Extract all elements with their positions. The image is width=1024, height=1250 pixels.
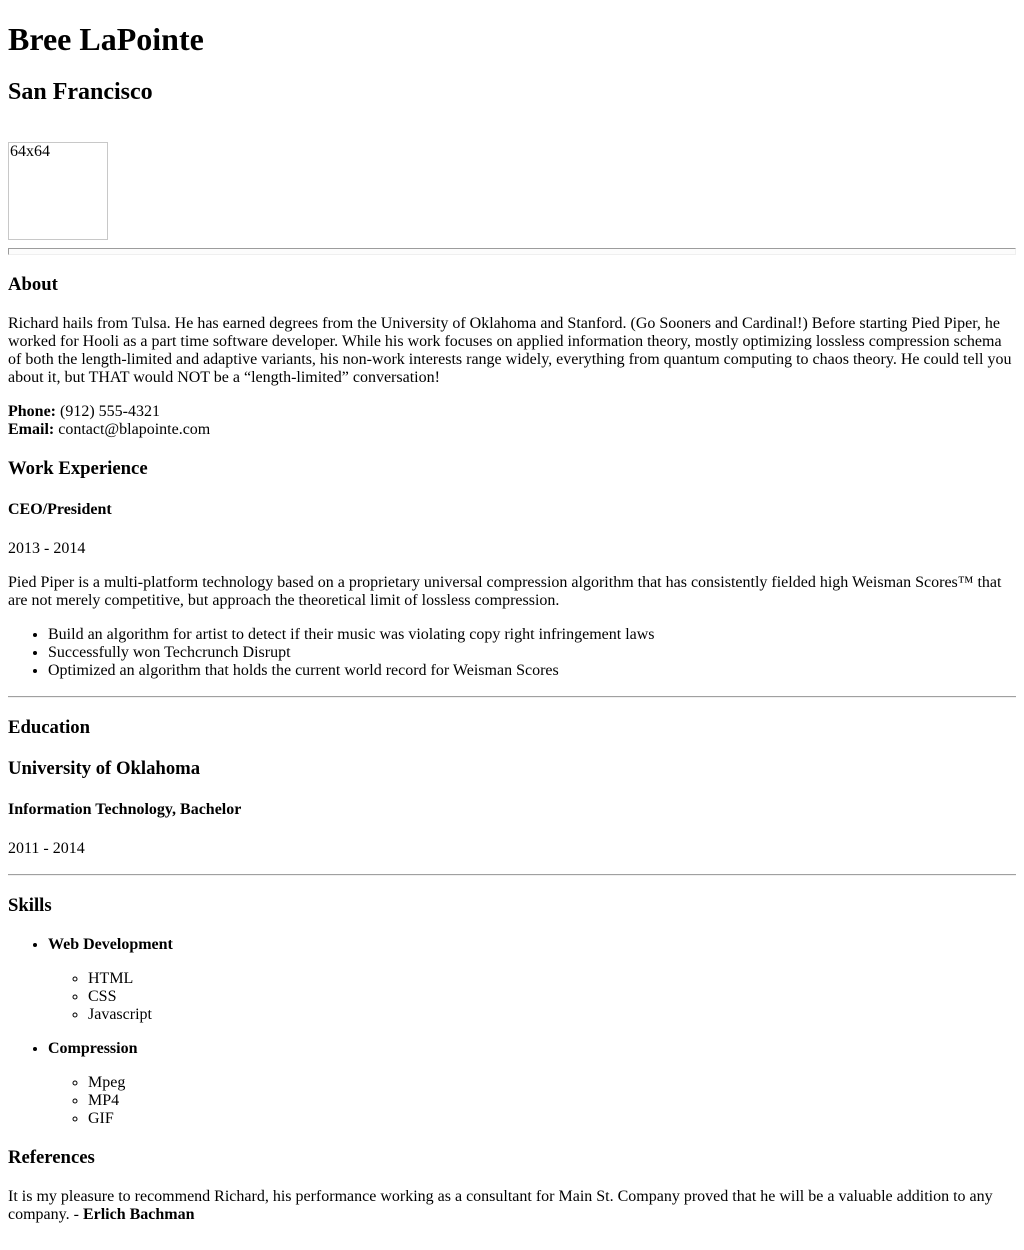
education-heading: Education xyxy=(8,717,91,738)
skill-group xyxy=(48,1040,1016,1128)
email-label: Email: xyxy=(8,421,55,438)
avatar-broken-image-icon xyxy=(8,142,108,240)
person-location: San Francisco xyxy=(8,79,153,105)
job-dates: 2013 - 2014 xyxy=(8,540,86,557)
skill-group-name: Web Development xyxy=(48,936,173,953)
phone-label: Phone: xyxy=(8,403,56,420)
references-heading: References xyxy=(8,1147,95,1168)
job-highlight: • Successfully won Techcrunch Disrupt xyxy=(48,644,1016,662)
header-divider xyxy=(8,248,1016,255)
reference-quote-text: It is my pleasure to recommend Richard, his performance working as a consultant for Main St. Company proved that he will be a valuable addition to any company. - xyxy=(8,1188,993,1223)
skill-keyword: ◦ CSS xyxy=(88,988,1016,1006)
job-highlight: • Optimized an algorithm that holds the current world record for Weisman Scores xyxy=(48,662,1016,680)
education-dates: 2011 - 2014 xyxy=(8,840,85,857)
skill-keyword: ◦ HTML xyxy=(88,970,1016,988)
reference-author: Erlich Bachman xyxy=(82,1206,195,1223)
skills-list xyxy=(8,936,1016,1128)
skill-keyword: ◦ GIF xyxy=(88,1110,1016,1128)
about-section xyxy=(8,274,1016,439)
skill-group xyxy=(48,936,1016,1024)
skills-section xyxy=(8,895,1016,1128)
skill-keyword: ◦ Mpeg xyxy=(88,1074,1016,1092)
skill-keyword: ◦ MP4 xyxy=(88,1092,1016,1110)
job-highlights-list xyxy=(8,626,1016,680)
avatar xyxy=(8,142,1016,240)
work-experience-heading: Work Experience xyxy=(8,458,148,479)
work-experience-section xyxy=(8,458,1016,680)
avatar-alt-text: 64x64 xyxy=(10,143,50,160)
school-name: University of Oklahoma xyxy=(8,758,201,779)
reference-quote xyxy=(8,1188,1016,1224)
skills-heading: Skills xyxy=(8,895,52,916)
skill-keyword: ◦ Javascript xyxy=(88,1006,1016,1024)
degree-name: Information Technology, Bachelor xyxy=(8,801,242,818)
contact-info xyxy=(8,403,1016,439)
work-education-divider xyxy=(8,696,1016,698)
about-heading: About xyxy=(8,274,58,295)
job-title: CEO/President xyxy=(8,501,112,518)
skill-group-name: Compression xyxy=(48,1040,138,1057)
skill-keywords-list xyxy=(48,1074,1016,1128)
education-section xyxy=(8,717,1016,858)
about-bio: Richard hails from Tulsa. He has earned degrees from the University of Oklahoma and Stanford. (Go Sooners and Cardinal!) Before starting Pied Piper, he worked for Hooli as a part time software developer. While his work focuses on applied information theory, mostly optimizing lossless compression schema of both the length-limited and adaptive variants, his non-work interests range widely, everything from quantum computing to chaos theory. He could tell you about it, but THAT would NOT be a “length-limited” conversation! xyxy=(8,315,1012,386)
skill-keywords-list xyxy=(48,970,1016,1024)
resume-header xyxy=(8,21,1016,240)
references-section xyxy=(8,1147,1016,1224)
education-skills-divider xyxy=(8,874,1016,876)
email-value: contact@blapointe.com xyxy=(58,421,211,438)
phone-value: (912) 555-4321 xyxy=(60,403,160,420)
job-highlight: • Build an algorithm for artist to detect if their music was violating copy right infringement laws xyxy=(48,626,1016,644)
job-summary: Pied Piper is a multi-platform technology based on a proprietary universal compression algorithm that has consistently fielded high Weisman Scores™ that are not merely competitive, but approach the theoretical limit of lossless compression. xyxy=(8,574,1002,609)
person-name: Bree LaPointe xyxy=(8,21,204,57)
